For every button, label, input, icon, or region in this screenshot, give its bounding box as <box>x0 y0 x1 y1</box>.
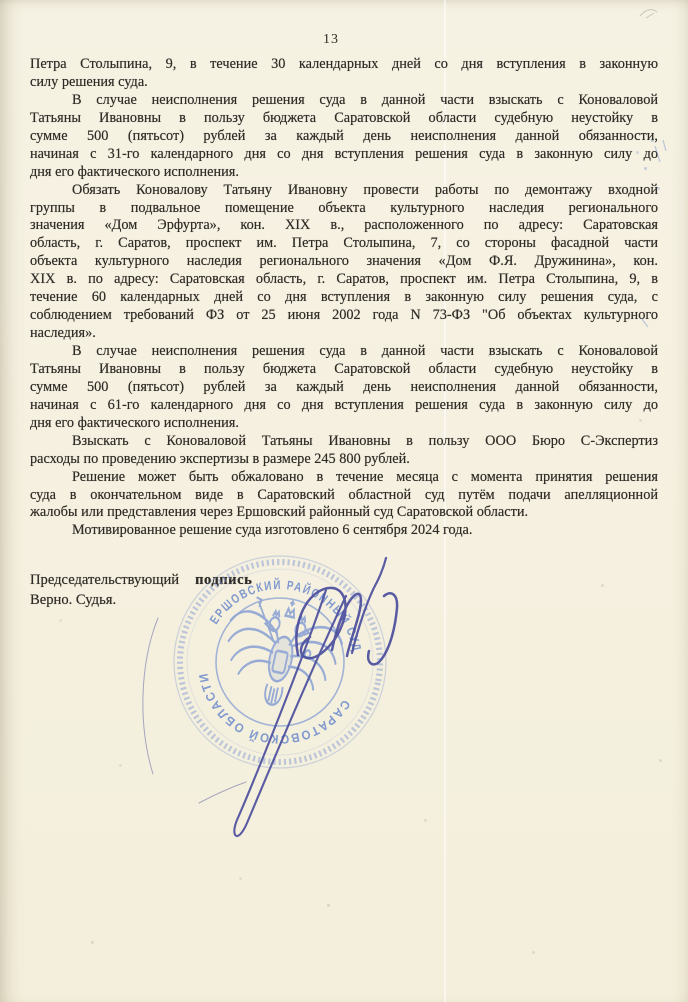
document-line: В случае неисполнения решения суда в данной части взыскать с Коноваловой <box>72 343 658 359</box>
document-line: Обязать Коновалову Татьяну Ивановну провести работы по демонтажу входной <box>72 181 658 198</box>
paper-speckles <box>0 0 1 1</box>
paragraph <box>30 469 658 523</box>
document-line: расходы по проведению экспертизы в размере 245 800 рублей. <box>30 450 410 467</box>
signature-block <box>30 572 252 609</box>
stamp-ring-text-bottom: САРАТОВСКОЙ ОБЛАСТИ <box>195 669 353 747</box>
document-line: сумме 500 (пятьсот) рублей за каждый день неисполнения данной обязанности, <box>30 127 658 144</box>
document-line: начиная с 31-го календарного дня со дня вступления решения суда в законную силу до <box>30 145 658 162</box>
paragraph <box>30 433 658 469</box>
stamp-ring-text-top: ЕРШОВСКИЙ РАЙОННЫЙ СУД <box>207 577 365 656</box>
document-line: суда в окончательном виде в Саратовский областной суд путём подачи апелляционной <box>30 486 658 503</box>
document-line: XIX в. по адресу: Саратовская область, г. Саратов, проспект им. Петра Столыпина, 9, в <box>30 271 658 288</box>
document-line: область, г. Саратов, проспект им. Петра Столыпина, 7, со стороны фасадной части <box>30 235 658 252</box>
paragraph <box>30 522 658 540</box>
paragraph <box>30 92 658 182</box>
document-line: дня его фактического исполнения. <box>30 163 239 180</box>
document-line: силу решения суда. <box>30 73 148 90</box>
document-line: начиная с 61-го календарного дня со дня вступления решения суда в законную силу до <box>30 396 658 413</box>
pencil-mark <box>640 10 657 18</box>
document-body <box>30 56 658 540</box>
document-line: течение 60 календарных дней со дня вступления в законную силу решения суда, с <box>30 289 658 306</box>
document-line: значения «Дом Эрфурта», кон. XIX в., расположенного по адресу: Саратовская <box>30 217 658 234</box>
document-line: В случае неисполнения решения суда в данной части взыскать с Коноваловой <box>72 91 658 108</box>
presiding-judge-label: Председательствующий <box>30 572 180 588</box>
document-line: Взыскать с Коноваловой Татьяны Ивановны в пользу ООО Бюро С-Экспертиз <box>72 432 658 449</box>
document-line: соблюдением требований ФЗ от 25 июня 2002 года N 73-ФЗ "Об объектах культурного <box>30 307 658 324</box>
certification-line: Верно. Судья. <box>30 592 117 608</box>
paragraph <box>30 343 658 433</box>
document-line: дня его фактического исполнения. <box>30 414 239 431</box>
signature-note: подпись <box>195 572 253 588</box>
document-line: сумме 500 (пятьсот) рублей за каждый день неисполнения данной обязанности, <box>30 378 658 395</box>
document-line: Татьяны Ивановны в пользу бюджета Саратовской области судебную неустойку в <box>30 109 658 126</box>
document-line: объекта культурного наследия регионального значения «Дом Ф.Я. Дружинина», кон. <box>30 253 658 270</box>
document-line: группы в подвальное помещение объекта культурного наследия регионального <box>30 199 658 216</box>
document-line: Мотивированное решение суда изготовлено 6 сентября 2024 года. <box>72 522 473 539</box>
document-line: наследия». <box>30 325 96 342</box>
page-number: 13 <box>323 32 339 47</box>
paragraph <box>30 182 658 343</box>
presiding-judge-row <box>30 572 252 589</box>
document-line: жалобы или представления через Ершовский районный суд Саратовской области. <box>30 504 529 521</box>
document-line: Татьяны Ивановны в пользу бюджета Саратовской области судебную неустойку в <box>30 360 658 377</box>
document-line: Петра Столыпина, 9, в течение 30 календарных дней со дня вступления в законную <box>30 56 658 72</box>
document-line: Решение может быть обжаловано в течение месяца с момента принятия решения <box>72 468 658 485</box>
paragraph <box>30 56 658 92</box>
